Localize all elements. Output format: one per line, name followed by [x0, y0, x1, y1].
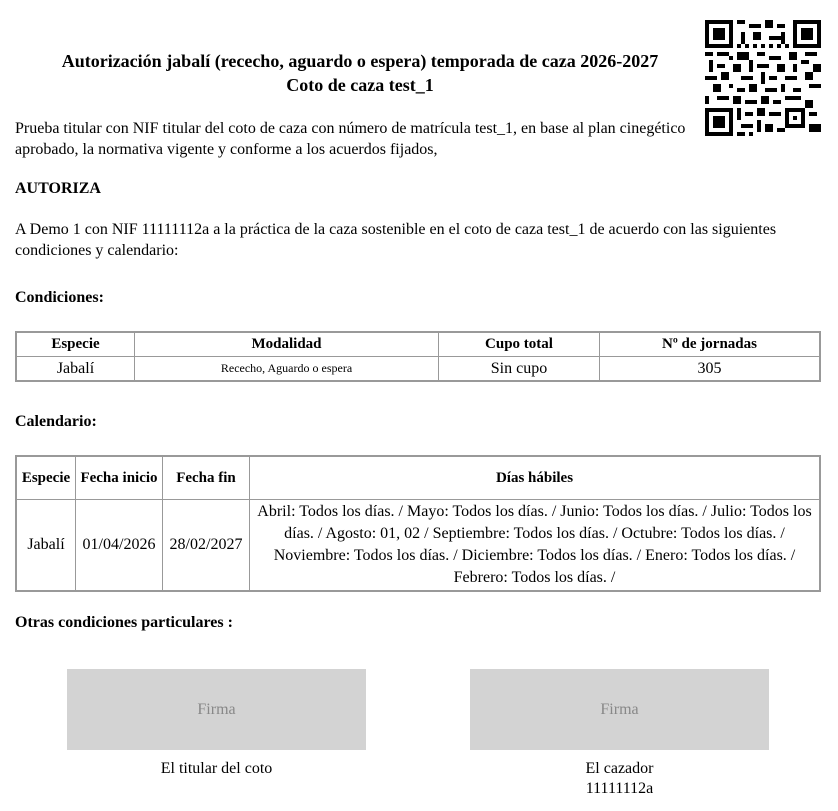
conditions-heading: Condiciones:	[15, 289, 104, 306]
table-cell: Rececho, Aguardo o espera	[135, 357, 439, 382]
signature-box-cazador[interactable]: Firma	[470, 669, 769, 750]
column-header: Fecha inicio	[76, 456, 163, 500]
title-line-2: Coto de caza test_1	[286, 75, 434, 95]
signature-label-cazador	[470, 759, 769, 799]
autoriza-heading: AUTORIZA	[15, 180, 101, 197]
table-row	[16, 357, 820, 382]
column-header: Especie	[16, 456, 76, 500]
title-line-1: Autorización jabalí (rececho, aguardo o espera) temporada de caza 2026-2027	[61, 51, 659, 71]
other-conditions-heading: Otras condiciones particulares :	[15, 614, 233, 631]
column-header: Nº de jornadas	[600, 332, 821, 357]
table-row	[16, 500, 820, 592]
conditions-table	[15, 331, 821, 382]
signature-box-titular[interactable]: Firma	[67, 669, 366, 750]
table-cell: Jabalí	[16, 357, 135, 382]
column-header: Cupo total	[439, 332, 600, 357]
cazador-label: El cazador	[585, 760, 654, 777]
column-header: Fecha fin	[163, 456, 250, 500]
table-header-row	[16, 332, 820, 357]
column-header: Días hábiles	[250, 456, 821, 500]
calendar-table	[15, 455, 821, 592]
table-cell: 28/02/2027	[163, 500, 250, 592]
column-header: Modalidad	[135, 332, 439, 357]
signature-label-titular: El titular del coto	[160, 760, 273, 777]
document-title	[0, 49, 720, 97]
qr-code-icon	[705, 20, 821, 136]
calendar-heading: Calendario:	[15, 413, 97, 430]
column-header: Especie	[16, 332, 135, 357]
cazador-id: 11111112a	[585, 780, 654, 797]
table-cell: Jabalí	[16, 500, 76, 592]
authorization-paragraph: A Demo 1 con NIF 11111112a a la práctica de la caza sostenible en el coto de caza test_1 de acuerdo con las siguientes condiciones y calendario:	[15, 221, 777, 259]
table-cell: Abril: Todos los días. / Mayo: Todos los días. / Junio: Todos los días. / Julio: Todos los días. / Agosto: 01, 02 / Septiembre: Todos los días. / Octubre: Todos los días. / Noviembre: Todos los días. / Diciembre: Todos los días. / Enero: Todos los días. / Febrero: Todos los días. /	[250, 500, 821, 592]
table-header-row	[16, 456, 820, 500]
table-cell: Sin cupo	[439, 357, 600, 382]
table-cell: 01/04/2026	[76, 500, 163, 592]
intro-paragraph: Prueba titular con NIF titular del coto de caza con número de matrícula test_1, en base al plan cinegético aprobado, la normativa vigente y conforme a los acuerdos fijados,	[15, 120, 686, 158]
table-cell: 305	[600, 357, 821, 382]
